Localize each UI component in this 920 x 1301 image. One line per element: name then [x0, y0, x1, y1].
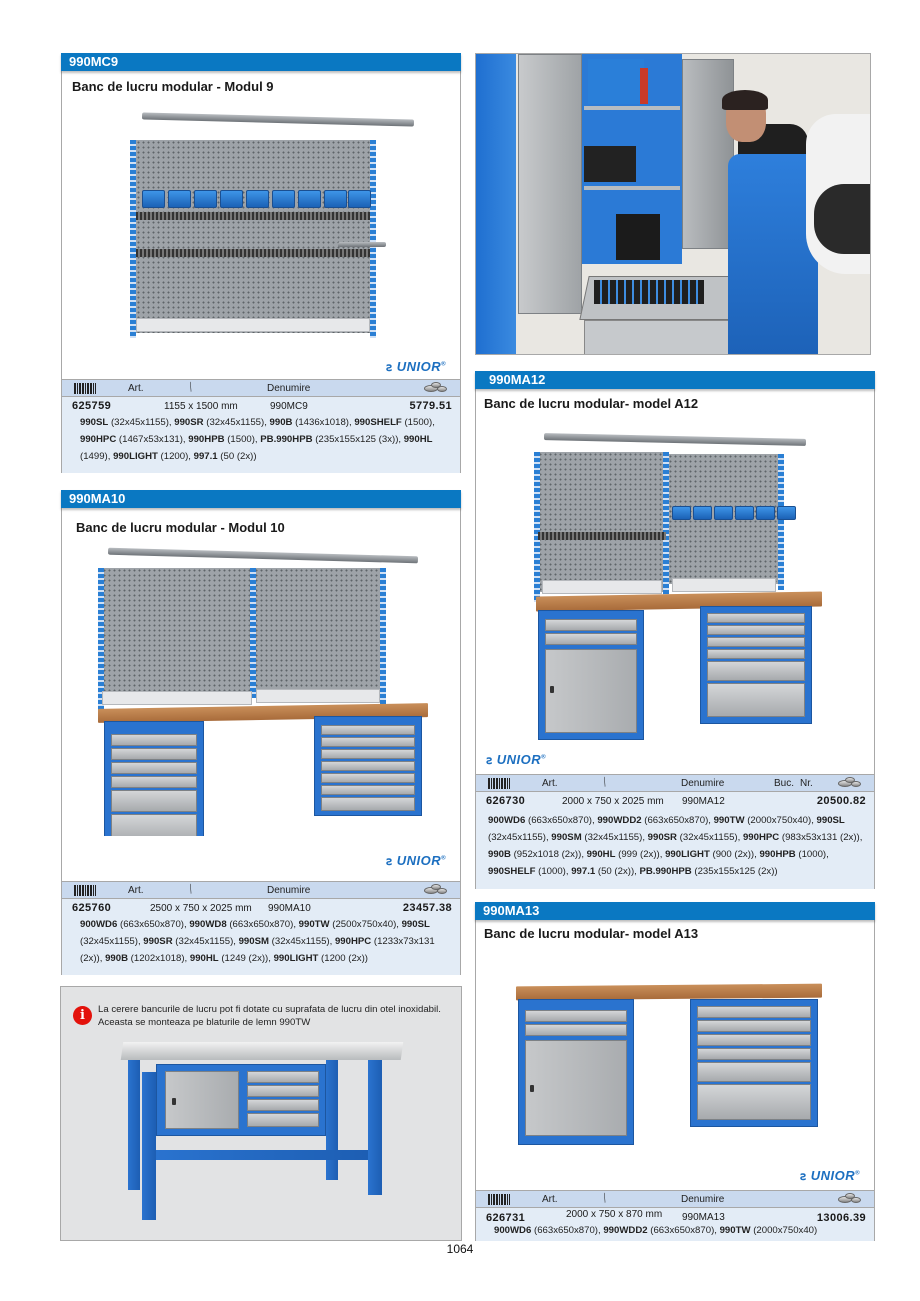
component-code: 990HL — [189, 953, 219, 964]
component-code: 990HPB — [759, 849, 796, 860]
col-art: Art. — [542, 778, 558, 789]
product-image-workbench-ma12 — [532, 428, 832, 743]
component-spec: (1202x1018), — [128, 953, 190, 964]
col-denumire: Denumire — [681, 778, 725, 789]
table-header — [62, 379, 460, 397]
component-spec: (235x155x125 (3x)), — [312, 434, 404, 445]
components-list — [62, 916, 460, 967]
component-spec: (50 (2x)) — [217, 451, 257, 462]
steel-top-workbench-image — [116, 1032, 406, 1232]
product-image-workbench-ma10 — [94, 546, 434, 836]
dimensions: 2000 x 750 x 2025 mm — [562, 796, 664, 807]
component-spec: (32x45x1155), — [172, 936, 239, 947]
barcode-icon — [488, 1194, 510, 1205]
component-spec: (32x45x1155), — [108, 417, 175, 428]
wrench-dimension-icon: ⟋ — [599, 776, 612, 789]
product-name: 990MC9 — [270, 401, 308, 412]
wrench-dimension-icon: ⟋ — [185, 381, 198, 394]
col-art: Art. — [542, 1194, 558, 1205]
component-code: 990TW — [298, 919, 330, 930]
product-card-990mc9 — [61, 53, 461, 473]
product-title: Banc de lucru modular- model A12 — [484, 396, 699, 411]
component-spec: (50 (2x)), — [595, 866, 640, 877]
component-code: 990HL — [586, 849, 616, 860]
component-spec: (32x45x1155), — [269, 936, 335, 947]
unior-logo: ꙅ UNIOR® — [486, 752, 547, 767]
barcode-icon — [488, 778, 510, 789]
component-spec: (900 (2x)), — [709, 849, 760, 860]
coins-icon — [838, 777, 860, 789]
component-code: 990HPC — [80, 434, 117, 445]
table-header — [62, 881, 460, 899]
coins-icon — [424, 884, 446, 896]
dimensions: 2500 x 750 x 2025 mm — [150, 903, 252, 914]
table-body — [476, 1208, 874, 1241]
component-spec: (952x1018 (2x)), — [510, 849, 587, 860]
component-code: 990B — [105, 953, 128, 964]
component-spec: (32x45x1155), — [581, 832, 648, 843]
component-code: 990B — [488, 849, 511, 860]
component-code: 990SL — [401, 919, 430, 930]
component-code: 990LIGHT — [273, 953, 319, 964]
component-code: 900WD6 — [80, 919, 118, 930]
component-code: 990SR — [174, 417, 204, 428]
table-body — [62, 899, 460, 975]
component-code: 990SHELF — [354, 417, 402, 428]
component-code: 990HPC — [334, 936, 372, 947]
unior-logo: ꙅ UNIOR® — [385, 853, 446, 868]
component-spec: (32x45x1155), — [677, 832, 743, 843]
component-code: 990SL — [816, 815, 845, 826]
component-code: 990SM — [238, 936, 269, 947]
component-spec: (1200 (2x)) — [318, 953, 368, 964]
price: 23457.38 — [402, 902, 452, 914]
component-code: 990WD8 — [189, 919, 227, 930]
product-card-990ma13 — [475, 902, 875, 1241]
component-code: 900WD6 — [488, 815, 526, 826]
components-list — [476, 809, 874, 880]
product-image-pegboard-module — [122, 112, 422, 344]
product-image-workbench-ma13 — [512, 981, 828, 1151]
component-code: 990WDD2 — [603, 1225, 648, 1236]
price: 13006.39 — [816, 1212, 866, 1224]
article-number: 626731 — [486, 1212, 526, 1224]
info-icon: i — [73, 1006, 92, 1025]
component-spec: (2000x750x40) — [750, 1225, 818, 1236]
product-name: 990MA12 — [682, 796, 725, 807]
component-spec: (32x45x1155), — [488, 832, 552, 843]
product-code-header: 990MA10 — [61, 490, 461, 508]
product-card-990ma12 — [475, 371, 875, 889]
component-code: 990HL — [403, 434, 433, 445]
component-code: PB.990HPB — [639, 866, 692, 877]
col-art: Art. — [128, 885, 144, 896]
component-spec: (663x650x870), — [531, 1225, 604, 1236]
component-spec: (1499), — [80, 451, 114, 462]
dimensions: 1155 x 1500 mm — [164, 401, 238, 412]
component-code: 997.1 — [193, 451, 218, 462]
component-code: 990SM — [551, 832, 582, 843]
component-code: 997.1 — [571, 866, 596, 877]
wrench-dimension-icon: ⟋ — [185, 883, 198, 896]
barcode-icon — [74, 885, 96, 896]
product-name: 990MA10 — [268, 903, 311, 914]
col-denumire: Denumire — [267, 885, 311, 896]
component-code: 990SL — [80, 417, 109, 428]
component-code: PB.990HPB — [260, 434, 313, 445]
component-code: 900WD6 — [494, 1225, 532, 1236]
barcode-icon — [74, 383, 96, 394]
component-code: 990SR — [647, 832, 677, 843]
article-number: 625759 — [72, 400, 112, 412]
component-spec: (663x650x870), — [525, 815, 598, 826]
component-spec: (2000x750x40), — [744, 815, 817, 826]
component-spec: (1500), — [401, 417, 435, 428]
component-spec: (1249 (2x)), — [218, 953, 274, 964]
component-spec: (663x650x870), — [647, 1225, 720, 1236]
component-spec: (663x650x870), — [226, 919, 299, 930]
coins-icon — [838, 1193, 860, 1205]
component-spec: (1467x53x131), — [116, 434, 189, 445]
component-code: 990HPC — [742, 832, 780, 843]
component-spec: (999 (2x)), — [615, 849, 666, 860]
component-code: 990LIGHT — [113, 451, 158, 462]
table-header — [476, 1190, 874, 1208]
component-code: 990TW — [719, 1225, 751, 1236]
table-body — [62, 397, 460, 473]
mechanic-using-tool-cabinet-photo — [475, 53, 871, 355]
product-code-header: 990MA12 — [475, 371, 875, 389]
component-code: 990TW — [713, 815, 745, 826]
notice-text: La cerere bancurile de lucru pot fi dotate cu suprafata de lucru din otel inoxidabil. Aceasta se monteaza pe blaturile de lemn 990TW — [98, 1004, 441, 1028]
component-spec: (235x155x125 (2x)) — [691, 866, 778, 877]
component-spec: (32x45x1155), — [203, 417, 270, 428]
component-code: 990WDD2 — [597, 815, 642, 826]
col-denumire: Denumire — [681, 1194, 725, 1205]
article-number: 625760 — [72, 902, 112, 914]
unior-logo: ꙅ UNIOR® — [385, 359, 446, 374]
component-code: 990LIGHT — [665, 849, 710, 860]
component-spec: (1436x1018), — [292, 417, 355, 428]
product-code-header: 990MC9 — [61, 53, 461, 71]
component-spec: (1000), — [795, 849, 829, 860]
table-body — [476, 792, 874, 889]
product-title: Banc de lucru modular- model A13 — [484, 926, 699, 941]
component-spec: (1233x73x131 (2x)), — [80, 936, 435, 964]
page-number: 1064 — [446, 1242, 474, 1256]
price: 5779.51 — [409, 400, 452, 412]
component-code: 990SR — [143, 936, 173, 947]
unior-logo: ꙅ UNIOR® — [799, 1168, 860, 1183]
col-nr: Nr. — [800, 778, 813, 789]
components-list — [476, 1223, 874, 1238]
coins-icon — [424, 382, 446, 394]
component-code: 990SHELF — [488, 866, 536, 877]
product-title: Banc de lucru modular - Modul 10 — [76, 520, 285, 535]
wrench-dimension-icon: ⟋ — [599, 1192, 612, 1205]
col-denumire: Denumire — [267, 383, 311, 394]
col-buc: Buc. — [774, 778, 795, 789]
table-header — [476, 774, 874, 792]
product-name: 990MA13 — [682, 1212, 725, 1223]
component-spec: (2500x750x40), — [329, 919, 402, 930]
col-art: Art. — [128, 383, 144, 394]
component-spec: (663x650x870), — [641, 815, 714, 826]
stainless-steel-notice — [60, 986, 462, 1241]
price: 20500.82 — [816, 795, 866, 807]
product-code-header: 990MA13 — [475, 902, 875, 920]
component-spec: (1500), — [224, 434, 261, 445]
component-spec: (663x650x870), — [117, 919, 190, 930]
components-list — [62, 414, 460, 465]
component-code: 990HPB — [188, 434, 225, 445]
component-spec: (1000), — [535, 866, 572, 877]
component-spec: (32x45x1155), — [80, 936, 144, 947]
component-spec: (983x53x131 (2x)), — [779, 832, 863, 843]
component-spec: (1200), — [157, 451, 194, 462]
product-title: Banc de lucru modular - Modul 9 — [72, 79, 274, 94]
component-code: 990B — [269, 417, 293, 428]
dimensions: 2000 x 750 x 870 mm — [566, 1209, 663, 1220]
article-number: 626730 — [486, 795, 526, 807]
product-card-990ma10 — [61, 490, 461, 975]
